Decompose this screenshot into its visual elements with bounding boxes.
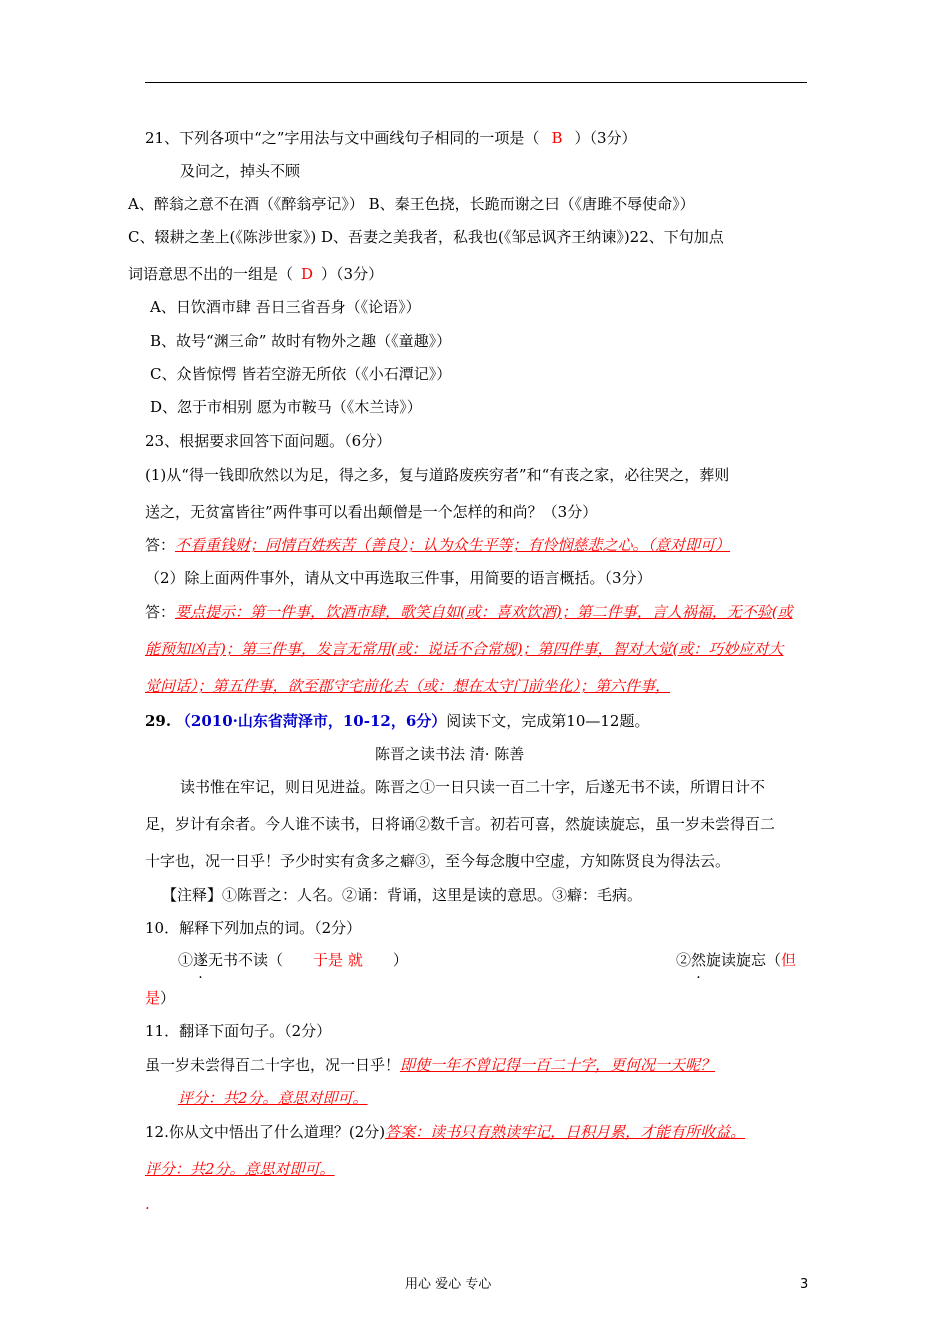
passage-line1: 读书惟在牢记，则日见进益。陈晋之①一日只读一百二十字，后遂无书不读，所谓日计不 [180,778,766,796]
q10-item2-answer-part1: 但 [781,951,797,969]
q11-sentence: 虽一岁未尝得百二十字也，况一日乎！ [145,1056,401,1074]
q23-answer1-text: 不看重钱财；同情百姓疾苦（善良）；认为众生平等；有怜悯慈悲之心。（意对即可） [175,536,731,554]
q22-option-b: B、故号“渊三命” 故时有物外之趣（《童趣》） [150,332,452,350]
q29-heading [145,711,649,731]
q11-sentence-line [145,1055,715,1075]
q10-item2-answer-part2: 是 [145,989,161,1007]
q10-item1 [178,950,408,970]
passage-title: 陈晋之读书法 清· 陈善 [375,745,525,763]
q21-options-line2: C、辍耕之垄上(《陈涉世家》) D、吾妻之美我者，私我也(《邹忌讽齐王纳谏》)22、下句加点 [128,228,724,246]
q23-sub2: （2）除上面两件事外，请从文中再选取三件事，用简要的语言概括。（3分） [145,569,652,587]
q12-stem: 12.你从文中悟出了什么道理？(2分) [145,1123,386,1141]
q12-line [145,1122,745,1142]
q10-item2-text: 旋读旋忘（ [706,951,782,969]
q29-source: （2010·山东省菏泽市，10-12，6分） [175,712,447,730]
q10-item2-wrap [145,988,175,1008]
q22-stem-before: 词语意思不出的一组是（ [128,265,294,283]
q11-stem: 11．翻译下面句子。（2分） [145,1022,332,1040]
q10-item1-prefix: ① [178,951,194,969]
q21-stem-after: ）（3分） [574,129,637,147]
q22-stem [128,264,383,284]
q23-stem: 23、根据要求回答下面问题。（6分） [145,432,392,450]
q23-sub1-line2: 送之，无贫富皆往”两件事可以看出颠僧是一个怎样的和尚？（3分） [145,503,598,521]
header-rule [145,82,807,83]
q11-score: 评分：共2分。意思对即可。 [178,1089,368,1107]
q10-item1-close: ） [392,951,408,969]
q23-sub1-line1: (1)从“得一钱即欣然以为足，得之多，复与道路废疾穷者”和“有丧之家，必往哭之，葬则 [145,466,730,484]
q22-option-d: D、忽于市相别 愿为市鞍马（《木兰诗》） [150,398,422,416]
q10-item2-dotted-word: 然 [691,951,707,969]
q21-stem-before: 21、下列各项中“之”字用法与文中画线句子相同的一项是（ [145,129,540,147]
footer-motto: 用心 爱心 专心 [405,1277,492,1292]
page-number: 3 [800,1277,809,1292]
q22-stem-after: ）（3分） [321,265,384,283]
q12-score: 评分：共2分。意思对即可。 [145,1160,335,1178]
q22-answer: D [301,265,314,283]
q11-answer: 即使一年不曾记得一百二十字，更何况一天呢？ [400,1056,716,1074]
q22-option-c: C、众皆惊愕 皆若空游无所依（《小石潭记》） [150,365,452,383]
q10-item2 [676,950,796,970]
passage-line2: 足，岁计有余者。今人谁不读书，日将诵②数千言。初若可喜，然旋读旋忘，虽一岁未尝得百二 [145,815,776,833]
q10-item1-dotted-word: 遂 [193,951,209,969]
q23-answer2-line1 [145,602,793,622]
q10-item2-prefix: ② [676,951,692,969]
q23-answer2-line3: 觉问话）；第五件事，欲至郡守宅前化去（或：想在太守门前坐化）；第六件事， [145,677,671,695]
q21-answer: B [551,129,563,147]
q23-answer1 [145,535,730,555]
q10-item1-answer: 于是 就 [313,951,363,969]
q23-answer2-text1: 要点提示：第一件事，饮酒市肆，歌笑自如(或：喜欢饮酒)；第二件事，言人祸福，无不验(或 [175,603,793,621]
q22-option-a: A、日饮酒市肆 吾日三省吾身（《论语》） [150,298,421,316]
q10-item2-close: ） [160,989,176,1007]
q29-instruction: 阅读下文，完成第10—12题。 [446,712,650,730]
q23-answer2-label: 答： [145,603,176,621]
q10-stem: 10．解释下列加点的词。（2分） [145,919,362,937]
trailing-dot: . [145,1195,150,1213]
q23-answer1-label: 答： [145,536,176,554]
passage-line3: 十字也，况一日乎！予少时实有贪多之癖③，至今每念腹中空虚，方知陈贤良为得法云。 [145,852,731,870]
q29-number: 29. [145,712,172,730]
q23-answer2-line2: 能预知凶吉)；第三件事，发言无常用(或：说话不合常规)；第四件事，智对大觉(或：巧妙应对大 [145,640,784,658]
q12-answer: 答案：读书只有熟读牢记，日积月累，才能有所收益。 [385,1123,746,1141]
q21-quote: 及问之，掉头不顾 [180,162,301,180]
q21-stem [145,128,637,148]
q21-options-line1: A、醉翁之意不在酒（《醉翁亭记》） B、秦王色挠，长跪而谢之曰（《唐雎不辱使命》） [128,195,695,213]
passage-note: 【注释】①陈晋之：人名。②诵：背诵，这里是读的意思。③癖：毛病。 [162,886,643,904]
q10-item1-text: 无书不读（ [208,951,284,969]
